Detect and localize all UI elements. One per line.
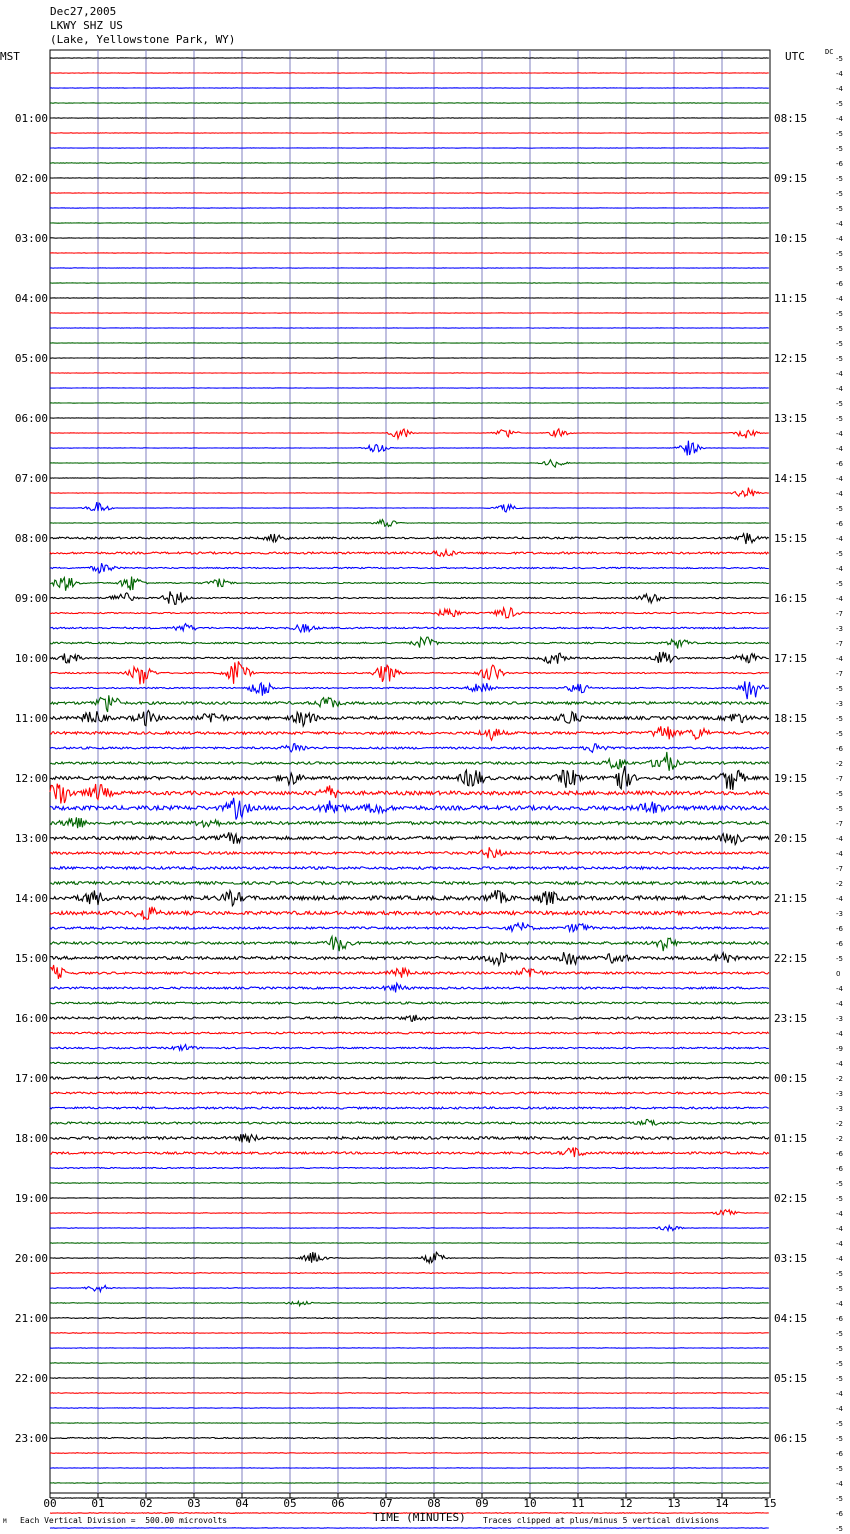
trace-row-80 bbox=[50, 1252, 769, 1263]
trace-dc-offset: -4 bbox=[836, 1030, 843, 1038]
left-hour-label: 21:00 bbox=[14, 1312, 48, 1325]
trace-dc-offset: -5 bbox=[836, 1345, 843, 1353]
trace-dc-offset: -7 bbox=[836, 775, 843, 783]
trace-dc-offset: -5 bbox=[836, 550, 843, 558]
trace-row-95 bbox=[50, 1483, 769, 1484]
trace-dc-offset: -4 bbox=[836, 1240, 843, 1248]
trace-dc-offset: -5 bbox=[836, 1525, 843, 1533]
right-hour-label: 14:15 bbox=[774, 472, 808, 485]
trace-dc-offset: -5 bbox=[836, 415, 843, 423]
trace-dc-offset: -6 bbox=[836, 745, 843, 753]
trace-dc-offset: -7 bbox=[836, 640, 843, 648]
trace-row-72 bbox=[50, 1134, 769, 1143]
trace-dc-offset: -6 bbox=[836, 160, 843, 168]
trace-dc-offset: -4 bbox=[836, 850, 843, 858]
right-hour-label: 20:15 bbox=[774, 832, 808, 845]
right-hour-label: 09:15 bbox=[774, 172, 808, 185]
trace-row-55 bbox=[50, 882, 769, 885]
trace-row-37 bbox=[50, 608, 769, 618]
trace-dc-offset: -2 bbox=[836, 880, 843, 888]
trace-dc-offset: -5 bbox=[836, 1435, 843, 1443]
x-tick-label: 13 bbox=[667, 1497, 681, 1510]
left-hour-label: 13:00 bbox=[14, 832, 48, 845]
trace-row-29 bbox=[50, 488, 769, 497]
x-tick-label: 01 bbox=[91, 1497, 105, 1510]
trace-row-51 bbox=[50, 817, 769, 828]
trace-row-68 bbox=[50, 1077, 769, 1079]
trace-dc-offset: -4 bbox=[836, 1255, 843, 1263]
trace-dc-offset: -5 bbox=[836, 1495, 843, 1503]
trace-dc-offset: -3 bbox=[836, 1015, 843, 1023]
left-hour-label: 05:00 bbox=[14, 352, 48, 365]
trace-row-81 bbox=[50, 1273, 769, 1274]
trace-dc-offset: -4 bbox=[836, 565, 843, 573]
left-hour-label: 03:00 bbox=[14, 232, 48, 245]
right-hour-label: 11:15 bbox=[774, 292, 808, 305]
trace-row-53 bbox=[50, 847, 769, 858]
trace-row-88 bbox=[50, 1378, 769, 1379]
trace-dc-offset: -3 bbox=[836, 700, 843, 708]
right-hour-label: 22:15 bbox=[774, 952, 808, 965]
trace-dc-offset: -9 bbox=[836, 1045, 843, 1053]
right-hour-label: 05:15 bbox=[774, 1372, 808, 1385]
trace-dc-offset: -4 bbox=[836, 835, 843, 843]
trace-row-69 bbox=[50, 1092, 769, 1094]
x-tick-label: 12 bbox=[619, 1497, 633, 1510]
trace-row-35 bbox=[50, 577, 769, 591]
x-tick-label: 04 bbox=[235, 1497, 249, 1510]
trace-row-86 bbox=[50, 1348, 769, 1349]
trace-dc-offset: -6 bbox=[836, 1150, 843, 1158]
trace-row-67 bbox=[50, 1062, 769, 1064]
x-tick-label: 05 bbox=[283, 1497, 297, 1510]
trace-dc-offset: -4 bbox=[836, 445, 843, 453]
trace-dc-offset: -6 bbox=[836, 925, 843, 933]
trace-dc-offset: -5 bbox=[836, 1180, 843, 1188]
trace-dc-offset: -5 bbox=[836, 205, 843, 213]
left-hour-label: 01:00 bbox=[14, 112, 48, 125]
left-hour-label: 14:00 bbox=[14, 892, 48, 905]
left-hour-label: 16:00 bbox=[14, 1012, 48, 1025]
trace-row-47 bbox=[50, 752, 769, 771]
trace-dc-offset: -4 bbox=[836, 535, 843, 543]
trace-row-32 bbox=[50, 533, 769, 544]
trace-row-59 bbox=[50, 937, 769, 952]
trace-row-84 bbox=[50, 1318, 769, 1319]
trace-dc-offset: -5 bbox=[836, 340, 843, 348]
right-hour-label: 04:15 bbox=[774, 1312, 808, 1325]
trace-dc-offset: -3 bbox=[836, 625, 843, 633]
trace-row-93 bbox=[50, 1453, 769, 1454]
trace-dc-offset: -5 bbox=[836, 100, 843, 108]
trace-dc-offset: -4 bbox=[836, 295, 843, 303]
trace-dc-offset: -6 bbox=[836, 460, 843, 468]
trace-dc-offset: -6 bbox=[836, 940, 843, 948]
x-tick-label: 07 bbox=[379, 1497, 393, 1510]
right-hour-label: 03:15 bbox=[774, 1252, 808, 1265]
trace-row-43 bbox=[50, 695, 769, 712]
trace-dc-offset: -5 bbox=[836, 1375, 843, 1383]
trace-row-70 bbox=[50, 1107, 769, 1109]
trace-row-31 bbox=[50, 520, 769, 527]
trace-row-64 bbox=[50, 1015, 769, 1021]
trace-dc-offset: -4 bbox=[836, 1210, 843, 1218]
right-hour-label: 01:15 bbox=[774, 1132, 808, 1145]
trace-row-77 bbox=[50, 1210, 769, 1215]
scale-note: Each Vertical Division = 500.00 microvolts bbox=[20, 1516, 228, 1525]
trace-dc-offset: -5 bbox=[836, 55, 843, 63]
trace-dc-offset: -4 bbox=[836, 1300, 843, 1308]
trace-dc-offset: -7 bbox=[836, 610, 843, 618]
trace-dc-offset: -4 bbox=[836, 985, 843, 993]
left-hour-label: 18:00 bbox=[14, 1132, 48, 1145]
trace-row-52 bbox=[50, 832, 769, 844]
plot-frame bbox=[50, 50, 770, 1493]
x-tick-label: 14 bbox=[715, 1497, 729, 1510]
trace-dc-offset: -4 bbox=[836, 235, 843, 243]
trace-dc-offset: -5 bbox=[836, 1420, 843, 1428]
left-hour-label: 12:00 bbox=[14, 772, 48, 785]
trace-row-87 bbox=[50, 1363, 769, 1364]
trace-dc-offset: -4 bbox=[836, 220, 843, 228]
trace-dc-offset: -5 bbox=[836, 145, 843, 153]
trace-row-73 bbox=[50, 1148, 769, 1158]
dc-offset-header: DC bbox=[825, 48, 834, 56]
trace-dc-offset: -5 bbox=[836, 790, 843, 798]
right-hour-label: 21:15 bbox=[774, 892, 808, 905]
trace-row-44 bbox=[50, 710, 769, 726]
trace-row-36 bbox=[50, 591, 769, 604]
trace-row-83 bbox=[50, 1301, 769, 1305]
trace-dc-offset: -6 bbox=[836, 1165, 843, 1173]
trace-dc-offset: -5 bbox=[836, 805, 843, 813]
x-tick-label: 09 bbox=[475, 1497, 489, 1510]
trace-dc-offset: -2 bbox=[836, 1135, 843, 1143]
x-tick-label: 03 bbox=[187, 1497, 201, 1510]
left-hour-label: 19:00 bbox=[14, 1192, 48, 1205]
trace-dc-offset: -7 bbox=[836, 820, 843, 828]
trace-row-41 bbox=[50, 661, 769, 684]
trace-row-39 bbox=[50, 637, 769, 648]
left-hour-label: 10:00 bbox=[14, 652, 48, 665]
left-timezone-label: MST bbox=[0, 50, 20, 63]
trace-row-27 bbox=[50, 460, 769, 467]
trace-row-78 bbox=[50, 1226, 769, 1231]
left-hour-label: 02:00 bbox=[14, 172, 48, 185]
trace-dc-offset: -4 bbox=[836, 70, 843, 78]
trace-row-89 bbox=[50, 1393, 769, 1394]
trace-row-48 bbox=[50, 766, 769, 790]
trace-dc-offset: -5 bbox=[836, 1465, 843, 1473]
trace-row-96 bbox=[50, 1498, 769, 1499]
trace-row-26 bbox=[50, 441, 769, 456]
trace-dc-offset: -4 bbox=[836, 1060, 843, 1068]
right-hour-label: 02:15 bbox=[774, 1192, 808, 1205]
trace-dc-offset: -4 bbox=[836, 385, 843, 393]
left-hour-label: 04:00 bbox=[14, 292, 48, 305]
x-axis-title: TIME (MINUTES) bbox=[373, 1511, 466, 1524]
right-hour-label: 23:15 bbox=[774, 1012, 808, 1025]
trace-dc-offset: -5 bbox=[836, 505, 843, 513]
trace-row-57 bbox=[50, 907, 769, 920]
left-hour-label: 09:00 bbox=[14, 592, 48, 605]
trace-row-76 bbox=[50, 1198, 769, 1199]
trace-dc-offset: -6 bbox=[836, 1315, 843, 1323]
trace-row-56 bbox=[50, 890, 769, 906]
trace-dc-offset: -6 bbox=[836, 1510, 843, 1518]
left-hour-label: 20:00 bbox=[14, 1252, 48, 1265]
left-hour-label: 06:00 bbox=[14, 412, 48, 425]
x-tick-label: 15 bbox=[763, 1497, 777, 1510]
trace-dc-offset: -3 bbox=[836, 910, 843, 918]
trace-row-58 bbox=[50, 922, 769, 931]
left-hour-label: 22:00 bbox=[14, 1372, 48, 1385]
trace-dc-offset: -5 bbox=[836, 400, 843, 408]
x-tick-label: 06 bbox=[331, 1497, 345, 1510]
trace-dc-offset: -5 bbox=[836, 250, 843, 258]
right-hour-label: 13:15 bbox=[774, 412, 808, 425]
trace-dc-offset: -7 bbox=[836, 865, 843, 873]
trace-dc-offset: -4 bbox=[836, 655, 843, 663]
trace-row-61 bbox=[50, 965, 769, 979]
right-hour-label: 15:15 bbox=[774, 532, 808, 545]
scale-marker: M bbox=[3, 1518, 7, 1525]
trace-row-30 bbox=[50, 502, 769, 512]
trace-dc-offset: -5 bbox=[836, 325, 843, 333]
trace-dc-offset: -5 bbox=[836, 1195, 843, 1203]
trace-row-60 bbox=[50, 952, 769, 965]
right-hour-label: 00:15 bbox=[774, 1072, 808, 1085]
trace-dc-offset: -4 bbox=[836, 475, 843, 483]
trace-row-94 bbox=[50, 1468, 769, 1469]
trace-dc-offset: -5 bbox=[836, 1330, 843, 1338]
trace-row-71 bbox=[50, 1119, 769, 1125]
trace-dc-offset: -4 bbox=[836, 1480, 843, 1488]
trace-dc-offset: -5 bbox=[836, 1270, 843, 1278]
trace-row-38 bbox=[50, 624, 769, 633]
trace-dc-offset: -5 bbox=[836, 1285, 843, 1293]
station-label: LKWY SHZ US bbox=[50, 19, 123, 32]
trace-dc-offset: -4 bbox=[836, 370, 843, 378]
right-hour-label: 16:15 bbox=[774, 592, 808, 605]
trace-row-66 bbox=[50, 1045, 769, 1051]
left-hour-label: 23:00 bbox=[14, 1432, 48, 1445]
trace-dc-offset: -5 bbox=[836, 685, 843, 693]
right-hour-label: 19:15 bbox=[774, 772, 808, 785]
trace-dc-offset: -5 bbox=[836, 580, 843, 588]
trace-dc-offset: -2 bbox=[836, 1120, 843, 1128]
trace-row-7 bbox=[50, 163, 769, 164]
left-hour-label: 08:00 bbox=[14, 532, 48, 545]
trace-row-42 bbox=[50, 681, 769, 699]
trace-dc-offset: -5 bbox=[836, 190, 843, 198]
right-hour-label: 12:15 bbox=[774, 352, 808, 365]
trace-dc-offset: -7 bbox=[836, 670, 843, 678]
date-label: Dec27,2005 bbox=[50, 5, 117, 18]
trace-row-90 bbox=[50, 1408, 769, 1409]
trace-row-98 bbox=[50, 1528, 769, 1529]
trace-dc-offset: -4 bbox=[836, 115, 843, 123]
trace-dc-offset: -5 bbox=[836, 955, 843, 963]
trace-dc-offset: -5 bbox=[836, 715, 843, 723]
trace-dc-offset: -4 bbox=[836, 1225, 843, 1233]
trace-row-54 bbox=[50, 867, 769, 870]
location-label: (Lake, Yellowstone Park, WY) bbox=[50, 33, 236, 46]
right-hour-label: 08:15 bbox=[774, 112, 808, 125]
trace-row-82 bbox=[50, 1285, 769, 1291]
trace-dc-offset: -5 bbox=[836, 1360, 843, 1368]
x-tick-label: 10 bbox=[523, 1497, 537, 1510]
trace-dc-offset: -5 bbox=[836, 730, 843, 738]
left-hour-label: 17:00 bbox=[14, 1072, 48, 1085]
trace-row-92 bbox=[50, 1438, 769, 1439]
right-hour-label: 17:15 bbox=[774, 652, 808, 665]
trace-row-75 bbox=[50, 1183, 769, 1184]
x-tick-label: 08 bbox=[427, 1497, 441, 1510]
trace-row-79 bbox=[50, 1243, 769, 1244]
x-tick-label: 00 bbox=[43, 1497, 57, 1510]
trace-dc-offset: -4 bbox=[836, 490, 843, 498]
trace-row-34 bbox=[50, 563, 769, 573]
right-hour-label: 18:15 bbox=[774, 712, 808, 725]
trace-row-65 bbox=[50, 1032, 769, 1034]
trace-row-25 bbox=[50, 429, 769, 439]
left-hour-label: 07:00 bbox=[14, 472, 48, 485]
trace-dc-offset: -5 bbox=[836, 355, 843, 363]
trace-row-91 bbox=[50, 1423, 769, 1424]
trace-row-40 bbox=[50, 652, 769, 664]
x-tick-label: 02 bbox=[139, 1497, 153, 1510]
x-tick-label: 11 bbox=[571, 1497, 585, 1510]
left-hour-label: 11:00 bbox=[14, 712, 48, 725]
trace-dc-offset: -4 bbox=[836, 1390, 843, 1398]
trace-dc-offset: -6 bbox=[836, 280, 843, 288]
right-hour-label: 10:15 bbox=[774, 232, 808, 245]
trace-dc-offset: -4 bbox=[836, 85, 843, 93]
trace-row-50 bbox=[50, 798, 769, 820]
trace-dc-offset: -6 bbox=[836, 1450, 843, 1458]
trace-dc-offset: -5 bbox=[836, 310, 843, 318]
right-timezone-label: UTC bbox=[785, 50, 805, 63]
trace-row-45 bbox=[50, 726, 769, 740]
trace-dc-offset: -6 bbox=[836, 520, 843, 528]
trace-row-46 bbox=[50, 744, 769, 753]
trace-dc-offset: -5 bbox=[836, 265, 843, 273]
trace-row-49 bbox=[50, 784, 769, 804]
trace-row-62 bbox=[50, 983, 769, 992]
right-hour-label: 06:15 bbox=[774, 1432, 808, 1445]
trace-dc-offset: -4 bbox=[836, 1000, 843, 1008]
trace-dc-offset: -2 bbox=[836, 1075, 843, 1083]
trace-dc-offset: -3 bbox=[836, 1090, 843, 1098]
trace-row-85 bbox=[50, 1333, 769, 1334]
trace-dc-offset: -4 bbox=[836, 895, 843, 903]
trace-row-33 bbox=[50, 550, 769, 556]
trace-row-74 bbox=[50, 1168, 769, 1169]
clip-note: Traces clipped at plus/minus 5 vertical divisions bbox=[483, 1516, 720, 1525]
trace-dc-offset: -5 bbox=[836, 175, 843, 183]
trace-dc-offset: -5 bbox=[836, 130, 843, 138]
trace-row-63 bbox=[50, 1002, 769, 1004]
trace-dc-offset: -2 bbox=[836, 760, 843, 768]
trace-dc-offset: -4 bbox=[836, 1405, 843, 1413]
trace-dc-offset: -4 bbox=[836, 430, 843, 438]
trace-dc-offset: 0 bbox=[836, 970, 841, 978]
trace-dc-offset: -3 bbox=[836, 1105, 843, 1113]
left-hour-label: 15:00 bbox=[14, 952, 48, 965]
trace-dc-offset: -4 bbox=[836, 595, 843, 603]
